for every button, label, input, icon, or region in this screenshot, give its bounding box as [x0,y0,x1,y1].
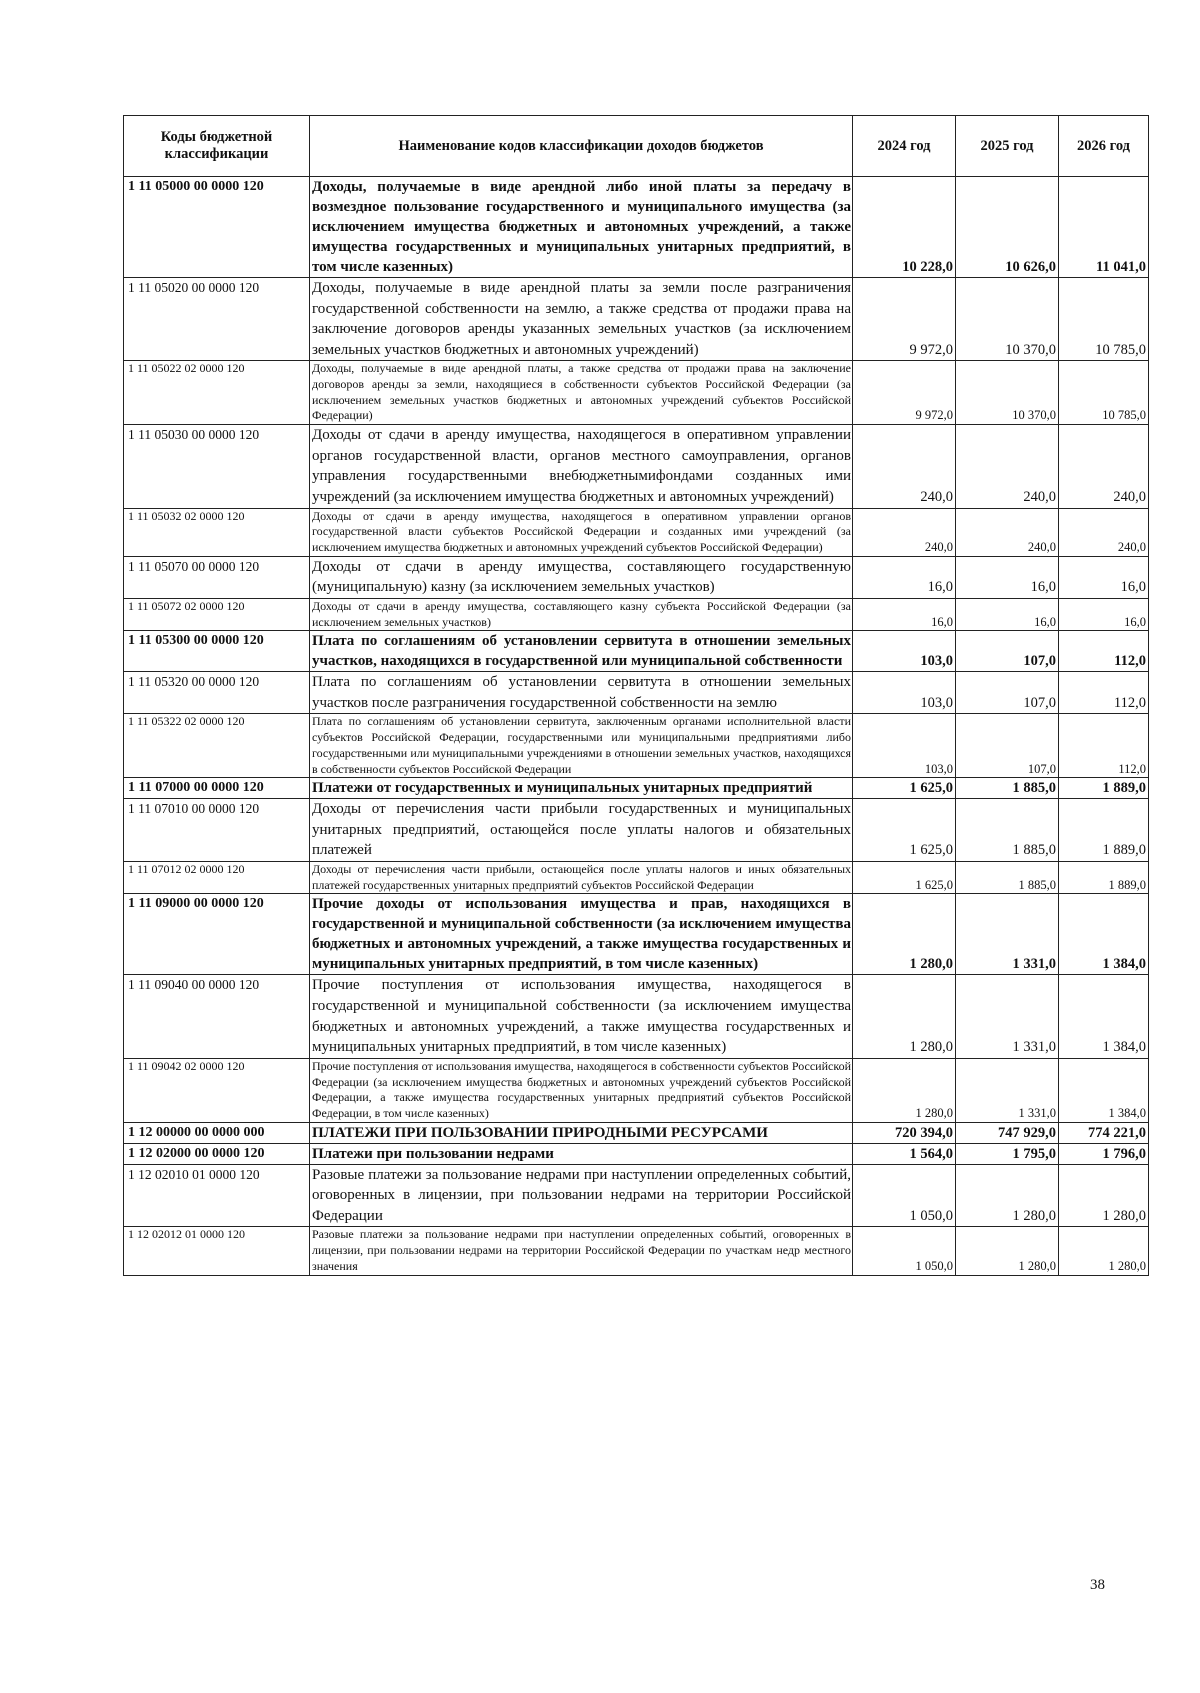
row-value-2025: 747 929,0 [956,1122,1059,1143]
row-value-2024: 1 050,0 [853,1227,956,1275]
row-value-2025: 10 370,0 [956,361,1059,425]
row-name: Доходы, получаемые в виде арендной платы, а также средства от продажи права на заключение договоров аренды за земли, находящиеся в собственности субъектов Российской Федерации (за исключением земельных участков бюджетных и автономных учреждений субъектов Российской Федерации) [310,361,853,425]
row-value-2024: 9 972,0 [853,361,956,425]
row-value-2026: 112,0 [1059,672,1149,714]
header-2025: 2025 год [956,116,1059,177]
row-code: 1 11 05322 02 0000 120 [124,714,310,778]
row-value-2024: 1 625,0 [853,799,956,862]
row-value-2026: 1 796,0 [1059,1143,1149,1164]
row-name: Платежи от государственных и муниципальных унитарных предприятий [310,778,853,799]
row-name: Доходы от сдачи в аренду имущества, составляющего государственную (муниципальную) казну (за исключением земельных участков) [310,556,853,598]
row-value-2024: 1 280,0 [853,894,956,975]
row-name: Плата по соглашениям об установлении сервитута в отношении земельных участков после разграничения государственной собственности на землю [310,672,853,714]
row-code: 1 11 07012 02 0000 120 [124,862,310,894]
table-row [124,508,1149,556]
row-value-2025: 1 331,0 [956,894,1059,975]
table-row [124,1164,1149,1227]
row-code: 1 11 05000 00 0000 120 [124,177,310,278]
row-name: Доходы от перечисления части прибыли, остающейся после уплаты налогов и иных обязательных платежей государственных унитарных предприятий субъектов Российской Федерации [310,862,853,894]
row-code: 1 12 02012 01 0000 120 [124,1227,310,1275]
table-row [124,598,1149,630]
row-value-2024: 1 625,0 [853,862,956,894]
row-name: Платежи при пользовании недрами [310,1143,853,1164]
row-value-2025: 107,0 [956,631,1059,672]
table-body [124,177,1149,1276]
row-value-2024: 103,0 [853,631,956,672]
row-value-2025: 1 331,0 [956,1058,1059,1122]
table-row [124,1122,1149,1143]
row-value-2026: 112,0 [1059,714,1149,778]
table-row [124,177,1149,278]
row-code: 1 11 05072 02 0000 120 [124,598,310,630]
row-value-2026: 1 384,0 [1059,975,1149,1058]
row-value-2024: 16,0 [853,598,956,630]
row-name: Прочие доходы от использования имущества и прав, находящихся в государственной и муниципальной собственности (за исключением имущества бюджетных и автономных учреждений, а также имущества государственных и муниципальных унитарных предприятий, в том числе казенных) [310,894,853,975]
row-value-2025: 1 795,0 [956,1143,1059,1164]
row-value-2026: 774 221,0 [1059,1122,1149,1143]
row-value-2024: 720 394,0 [853,1122,956,1143]
row-name: Доходы, получаемые в виде арендной либо иной платы за передачу в возмездное пользование государственного и муниципального имущества (за исключением имущества бюджетных и автономных учреждений, а также имущества государственных и муниципальных унитарных предприятий, в том числе казенных) [310,177,853,278]
row-value-2024: 240,0 [853,425,956,508]
row-name: Плата по соглашениям об установлении сервитута, заключенным органами исполнительной власти субъектов Российской Федерации, государственными или муниципальными предприятиями либо государственными или муниципальными учреждениями в отношении земельных участков, находящихся в собственности субъектов Российской Федерации [310,714,853,778]
row-value-2024: 240,0 [853,508,956,556]
table-row [124,975,1149,1058]
row-value-2026: 1 889,0 [1059,862,1149,894]
row-name: Доходы от перечисления части прибыли государственных и муниципальных унитарных предприятий, остающейся после уплаты налогов и обязательных платежей [310,799,853,862]
row-value-2025: 107,0 [956,672,1059,714]
table-row [124,862,1149,894]
row-code: 1 12 00000 00 0000 000 [124,1122,310,1143]
row-value-2026: 1 384,0 [1059,894,1149,975]
row-name: Доходы от сдачи в аренду имущества, составляющего казну субъекта Российской Федерации (за исключением земельных участков) [310,598,853,630]
row-code: 1 11 05032 02 0000 120 [124,508,310,556]
row-value-2026: 1 889,0 [1059,799,1149,862]
row-code: 1 12 02010 01 0000 120 [124,1164,310,1227]
table-row [124,799,1149,862]
row-name: Плата по соглашениям об установлении сервитута в отношении земельных участков, находящихся в государственной или муниципальной собственности [310,631,853,672]
table-row [124,1143,1149,1164]
row-value-2025: 1 885,0 [956,778,1059,799]
row-code: 1 11 05022 02 0000 120 [124,361,310,425]
table-header-row [124,116,1149,177]
row-value-2024: 1 564,0 [853,1143,956,1164]
row-name: Прочие поступления от использования имущества, находящегося в государственной и муниципальной собственности (за исключением имущества бюджетных и автономных учреждений, а также имущества государственных и муниципальных унитарных предприятий, в том числе казенных) [310,975,853,1058]
row-name: ПЛАТЕЖИ ПРИ ПОЛЬЗОВАНИИ ПРИРОДНЫМИ РЕСУРСАМИ [310,1122,853,1143]
header-2026: 2026 год [1059,116,1149,177]
row-code: 1 11 09040 00 0000 120 [124,975,310,1058]
row-value-2026: 1 384,0 [1059,1058,1149,1122]
row-code: 1 11 05300 00 0000 120 [124,631,310,672]
row-value-2024: 1 280,0 [853,975,956,1058]
header-2024: 2024 год [853,116,956,177]
row-value-2024: 103,0 [853,714,956,778]
row-value-2026: 1 280,0 [1059,1164,1149,1227]
row-code: 1 12 02000 00 0000 120 [124,1143,310,1164]
header-name: Наименование кодов классификации доходов бюджетов [310,116,853,177]
row-code: 1 11 05020 00 0000 120 [124,278,310,361]
row-value-2024: 103,0 [853,672,956,714]
row-value-2024: 16,0 [853,556,956,598]
table-row [124,778,1149,799]
row-name: Доходы от сдачи в аренду имущества, находящегося в оперативном управлении органов государственной власти субъектов Российской Федерации и созданных ими учреждений (за исключением имущества бюджетных и автономных учреждений субъектов Российской Федерации) [310,508,853,556]
row-value-2026: 240,0 [1059,425,1149,508]
row-code: 1 11 05070 00 0000 120 [124,556,310,598]
row-code: 1 11 09000 00 0000 120 [124,894,310,975]
row-name: Доходы от сдачи в аренду имущества, находящегося в оперативном управлении органов государственной власти, органов местного самоуправления, органов управления государственными внебюджетнымифондами созданных ими учреждений (за исключением имущества бюджетных и автономных учреждений) [310,425,853,508]
table-row [124,278,1149,361]
page-number: 38 [1090,1577,1105,1593]
row-value-2025: 16,0 [956,598,1059,630]
row-value-2026: 240,0 [1059,508,1149,556]
row-value-2026: 10 785,0 [1059,361,1149,425]
table-row [124,425,1149,508]
budget-revenue-table [123,115,1149,1276]
row-value-2025: 16,0 [956,556,1059,598]
row-value-2025: 1 331,0 [956,975,1059,1058]
table-row [124,1227,1149,1275]
row-value-2024: 9 972,0 [853,278,956,361]
row-value-2026: 16,0 [1059,556,1149,598]
table-row [124,556,1149,598]
row-name: Доходы, получаемые в виде арендной платы за земли после разграничения государственной собственности на землю, а также средства от продажи права на заключение договоров аренды указанных земельных участков (за исключением земельных участков бюджетных и автономных учреждений) [310,278,853,361]
row-value-2025: 1 280,0 [956,1164,1059,1227]
row-value-2025: 240,0 [956,425,1059,508]
row-value-2026: 16,0 [1059,598,1149,630]
row-value-2025: 10 626,0 [956,177,1059,278]
table-row [124,631,1149,672]
row-value-2026: 1 280,0 [1059,1227,1149,1275]
table-row [124,672,1149,714]
row-value-2025: 1 885,0 [956,799,1059,862]
row-value-2026: 10 785,0 [1059,278,1149,361]
row-value-2025: 10 370,0 [956,278,1059,361]
row-name: Разовые платежи за пользование недрами при наступлении определенных событий, оговоренных в лицензии, при пользовании недрами на территории Российской Федерации по участкам недр местного значения [310,1227,853,1275]
row-code: 1 11 07000 00 0000 120 [124,778,310,799]
row-value-2026: 11 041,0 [1059,177,1149,278]
row-code: 1 11 05030 00 0000 120 [124,425,310,508]
row-code: 1 11 07010 00 0000 120 [124,799,310,862]
table-row [124,1058,1149,1122]
row-value-2024: 1 050,0 [853,1164,956,1227]
row-value-2025: 1 280,0 [956,1227,1059,1275]
table-row [124,714,1149,778]
row-value-2026: 1 889,0 [1059,778,1149,799]
row-value-2025: 1 885,0 [956,862,1059,894]
row-name: Прочие поступления от использования имущества, находящегося в собственности субъектов Российской Федерации (за исключением имущества бюджетных и автономных учреждений субъектов Российской Федерации, а также имущества государственных унитарных предприятий субъектов Российской Федерации, в том числе казенных) [310,1058,853,1122]
row-name: Разовые платежи за пользование недрами при наступлении определенных событий, оговоренных в лицензии, при пользовании недрами на территории Российской Федерации [310,1164,853,1227]
table-row [124,361,1149,425]
row-value-2026: 112,0 [1059,631,1149,672]
header-code: Коды бюджетной классификации [124,116,310,177]
row-code: 1 11 05320 00 0000 120 [124,672,310,714]
row-value-2024: 10 228,0 [853,177,956,278]
row-value-2025: 240,0 [956,508,1059,556]
row-value-2024: 1 625,0 [853,778,956,799]
row-value-2025: 107,0 [956,714,1059,778]
table-row [124,894,1149,975]
row-value-2024: 1 280,0 [853,1058,956,1122]
row-code: 1 11 09042 02 0000 120 [124,1058,310,1122]
